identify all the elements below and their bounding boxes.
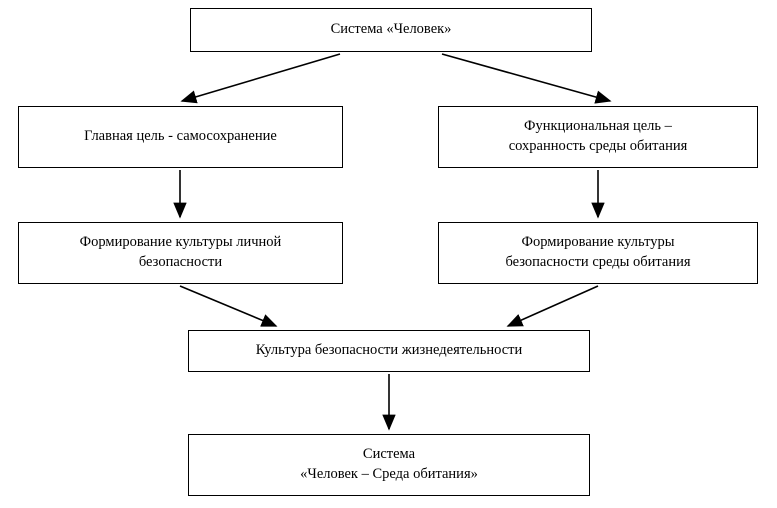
node-safety-culture-label: Культура безопасности жизнедеятельности [255,342,523,359]
node-personal-safety-culture-label-line2: безопасности [138,254,223,270]
node-personal-safety-culture-label-line1: Формирование культуры личной [79,234,282,251]
node-functional-goal-label-line2: сохранность среды обитания [508,138,688,154]
node-environment-safety-culture-label-line2: безопасности среды обитания [505,254,691,270]
node-environment-safety-culture [438,222,758,284]
node-system-human-environment-label-line2: «Человек – Среда обитания» [300,466,478,482]
node-system-human-environment-label-line1: Система [362,446,416,463]
node-main-goal [18,106,343,168]
node-system-human-label: Система «Человек» [330,21,452,38]
edge-system-human-to-func-goal [442,54,610,101]
node-system-human [190,8,592,52]
edge-env-culture-to-safety-culture [508,286,598,326]
edge-personal-culture-to-safety-culture [180,286,276,326]
node-main-goal-label: Главная цель - самосохранение [84,128,277,145]
node-system-human-environment [188,434,590,496]
node-safety-culture [188,330,590,372]
node-functional-goal-label-line1: Функциональная цель – [524,118,672,135]
edge-system-human-to-main-goal [182,54,340,101]
node-environment-safety-culture-label-line1: Формирование культуры [521,234,675,251]
node-functional-goal [438,106,758,168]
node-personal-safety-culture [18,222,343,284]
